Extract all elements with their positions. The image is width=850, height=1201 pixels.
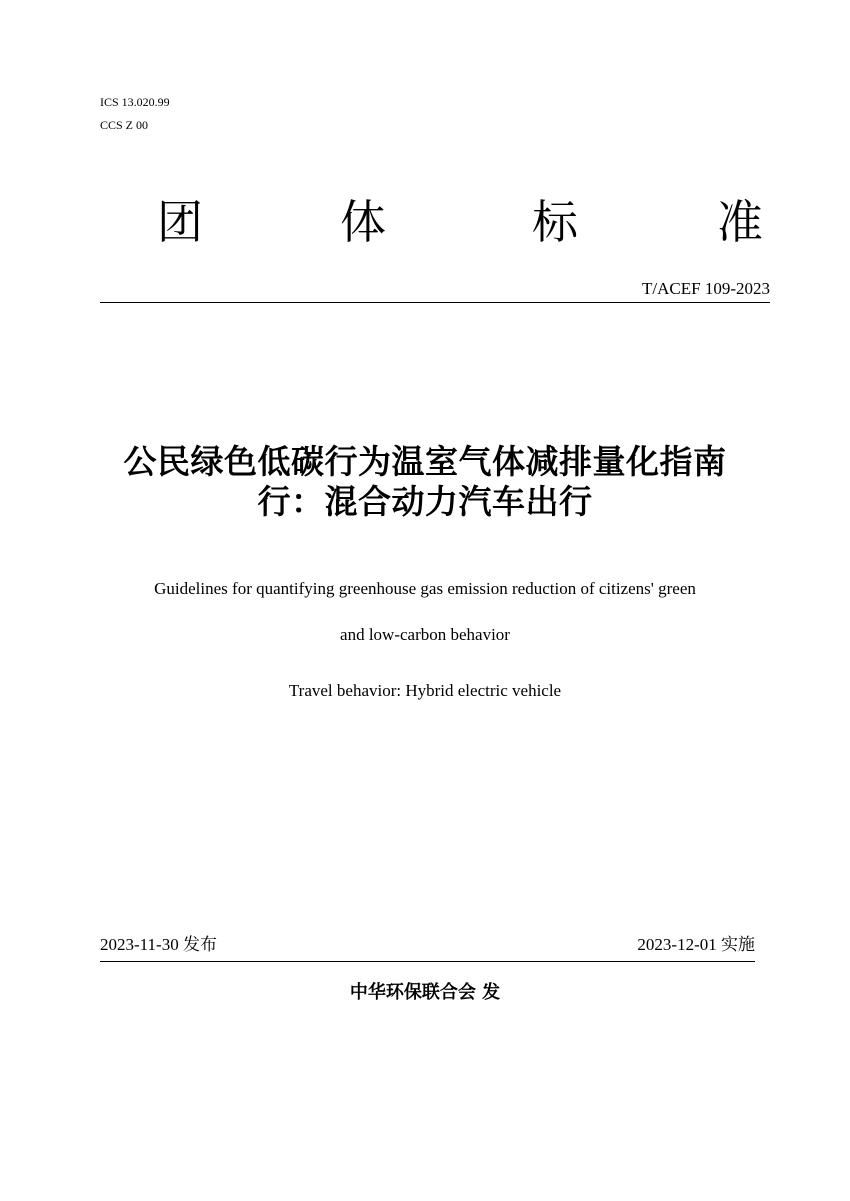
header-char-biao: 标: [532, 195, 578, 249]
english-title-line-1: Guidelines for quantifying greenhouse gas emission reduction of citizens' green: [154, 579, 696, 598]
standard-number: T/ACEF 109-2023: [642, 279, 770, 298]
chinese-title-line-2: 行：混合动力汽车出行: [257, 482, 593, 521]
header-char-zhun: 准: [717, 195, 763, 249]
chinese-title-line-1: 公民绿色低碳行为温室气体减排量化指南: [123, 442, 727, 481]
ics-code: ICS 13.020.99: [100, 95, 170, 109]
issue-date: 2023-11-30 发布: [100, 935, 217, 954]
ccs-code: CCS Z 00: [100, 118, 149, 132]
english-subtitle: Travel behavior: Hybrid electric vehicle: [288, 681, 562, 700]
footer-divider: [100, 961, 755, 962]
english-title-line-2: and low-carbon behavior: [340, 625, 510, 644]
publisher: 中华环保联合会 发: [349, 982, 501, 1003]
header-char-tuan: 团: [157, 195, 203, 249]
header-divider: [100, 302, 770, 303]
implementation-date: 2023-12-01 实施: [637, 935, 755, 954]
header-char-ti: 体: [340, 195, 386, 249]
